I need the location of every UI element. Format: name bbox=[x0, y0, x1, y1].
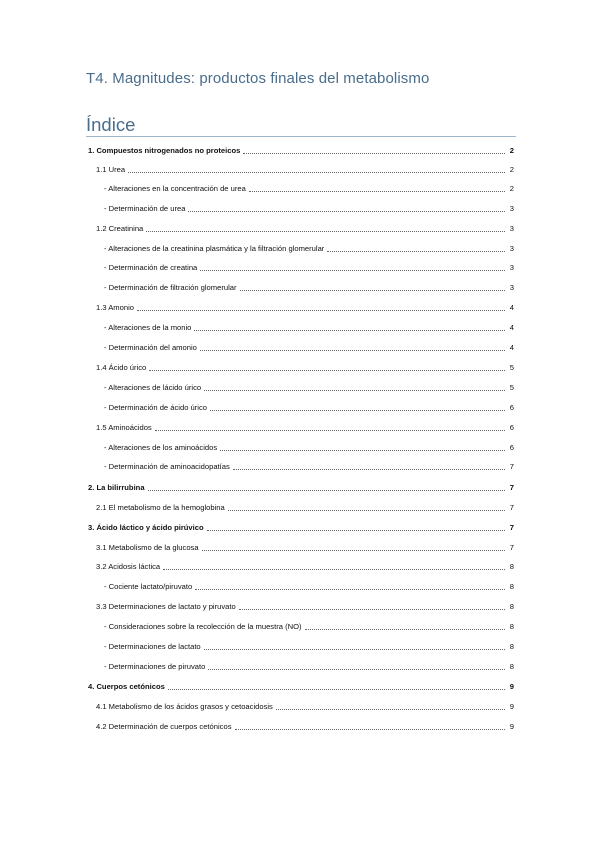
toc-entry-label: - Consideraciones sobre la recolección de la muestra (NO) bbox=[104, 622, 302, 631]
toc-page-number: 4 bbox=[509, 323, 514, 332]
toc-dot-leader bbox=[207, 530, 505, 531]
toc-entry[interactable] bbox=[104, 442, 514, 454]
toc-entry-label: 2. La bilirrubina bbox=[88, 483, 145, 492]
toc-dot-leader bbox=[146, 231, 505, 232]
toc-page-number: 5 bbox=[509, 363, 514, 372]
toc-dot-leader bbox=[204, 649, 505, 650]
toc-page-number: 3 bbox=[509, 204, 514, 213]
toc-entry[interactable] bbox=[96, 561, 514, 573]
toc-dot-leader bbox=[163, 569, 505, 570]
toc-dot-leader bbox=[208, 669, 505, 670]
toc-entry[interactable] bbox=[104, 382, 514, 394]
toc-entry[interactable] bbox=[96, 701, 514, 713]
toc-entry[interactable] bbox=[104, 342, 514, 354]
toc-page-number: 9 bbox=[509, 702, 514, 711]
toc-dot-leader bbox=[155, 430, 505, 431]
toc-page-number: 3 bbox=[509, 224, 514, 233]
toc-entry[interactable] bbox=[104, 621, 514, 633]
toc-entry-label: 1. Compuestos nitrogenados no proteicos bbox=[88, 146, 241, 155]
toc-dot-leader bbox=[200, 270, 505, 271]
toc-dot-leader bbox=[220, 450, 505, 451]
toc-entry-label: - Determinación de aminoacidopatías bbox=[104, 462, 230, 471]
toc-dot-leader bbox=[188, 211, 505, 212]
toc-entry[interactable] bbox=[104, 183, 514, 195]
toc-dot-leader bbox=[233, 469, 505, 470]
toc-page-number: 8 bbox=[509, 642, 514, 651]
toc-entry[interactable] bbox=[96, 502, 514, 514]
toc-entry[interactable] bbox=[96, 302, 514, 314]
toc-entry-label: - Determinación de filtración glomerular bbox=[104, 283, 237, 292]
toc-dot-leader bbox=[228, 510, 505, 511]
toc-entry-label: 2.1 El metabolismo de la hemoglobina bbox=[96, 503, 225, 512]
toc-entry[interactable] bbox=[88, 681, 514, 693]
toc-entry-label: 3. Ácido láctico y ácido pirúvico bbox=[88, 523, 204, 532]
toc-entry[interactable] bbox=[104, 243, 514, 255]
toc-entry-label: 1.2 Creatinina bbox=[96, 224, 144, 233]
toc-page-number: 7 bbox=[509, 462, 514, 471]
toc-dot-leader bbox=[128, 172, 505, 173]
toc-entry-label: 4.2 Determinación de cuerpos cetónicos bbox=[96, 722, 232, 731]
toc-entry[interactable] bbox=[96, 164, 514, 176]
index-heading: Índice bbox=[86, 114, 136, 135]
toc-dot-leader bbox=[327, 251, 505, 252]
toc-entry-label: - Alteraciones de la creatinina plasmática y la filtración glomerular bbox=[104, 244, 325, 253]
toc-entry[interactable] bbox=[88, 522, 514, 534]
toc-entry-label: 3.1 Metabolismo de la glucosa bbox=[96, 543, 199, 552]
toc-entry[interactable] bbox=[104, 461, 514, 473]
document-title: T4. Magnitudes: productos finales del metabolismo bbox=[86, 70, 430, 87]
toc-page-number: 8 bbox=[509, 662, 514, 671]
toc-entry[interactable] bbox=[96, 223, 514, 235]
toc-dot-leader bbox=[195, 589, 505, 590]
toc-dot-leader bbox=[276, 709, 505, 710]
toc-entry-label: 4.1 Metabolismo de los ácidos grasos y cetoacidosis bbox=[96, 702, 273, 711]
toc-entry-label: - Determinación de creatina bbox=[104, 263, 198, 272]
toc-entry-label: - Alteraciones de lácido úrico bbox=[104, 383, 202, 392]
toc-entry-label: 3.2 Acidosis láctica bbox=[96, 562, 161, 571]
toc-page-number: 5 bbox=[509, 383, 514, 392]
toc-entry-label: - Determinaciones de lactato bbox=[104, 642, 201, 651]
toc-page-number: 8 bbox=[509, 562, 514, 571]
toc-entry[interactable] bbox=[96, 422, 514, 434]
toc-entry-label: 4. Cuerpos cetónicos bbox=[88, 682, 165, 691]
toc-page-number: 3 bbox=[509, 263, 514, 272]
toc-dot-leader bbox=[204, 390, 505, 391]
toc-page-number: 7 bbox=[509, 523, 514, 532]
toc-dot-leader bbox=[200, 350, 505, 351]
toc-entry[interactable] bbox=[104, 641, 514, 653]
toc-page-number: 3 bbox=[509, 244, 514, 253]
toc-dot-leader bbox=[249, 191, 505, 192]
toc-entry[interactable] bbox=[104, 661, 514, 673]
toc-entry-label: 1.3 Amonio bbox=[96, 303, 134, 312]
toc-dot-leader bbox=[149, 370, 505, 371]
toc-page-number: 9 bbox=[509, 682, 514, 691]
toc-entry[interactable] bbox=[104, 203, 514, 215]
toc-dot-leader bbox=[148, 490, 505, 491]
toc-page-number: 4 bbox=[509, 343, 514, 352]
toc-entry[interactable] bbox=[96, 362, 514, 374]
toc-dot-leader bbox=[137, 310, 505, 311]
toc-entry-label: - Determinaciones de piruvato bbox=[104, 662, 206, 671]
toc-dot-leader bbox=[239, 609, 505, 610]
toc-entry-label: - Alteraciones de la monio bbox=[104, 323, 192, 332]
toc-page-number: 8 bbox=[509, 602, 514, 611]
toc-entry[interactable] bbox=[88, 145, 514, 157]
toc-entry[interactable] bbox=[96, 601, 514, 613]
toc-entry-label: - Alteraciones de los aminoácidos bbox=[104, 443, 218, 452]
toc-entry-label: 1.4 Ácido úrico bbox=[96, 363, 147, 372]
toc-entry-label: - Cociente lactato/piruvato bbox=[104, 582, 193, 591]
toc-entry[interactable] bbox=[96, 542, 514, 554]
toc-entry[interactable] bbox=[104, 402, 514, 414]
toc-entry[interactable] bbox=[104, 322, 514, 334]
toc-dot-leader bbox=[305, 629, 505, 630]
toc-entry-label: 1.1 Urea bbox=[96, 165, 126, 174]
toc-entry-label: - Determinación de urea bbox=[104, 204, 186, 213]
toc-page-number: 7 bbox=[509, 543, 514, 552]
toc-dot-leader bbox=[210, 410, 505, 411]
toc-page-number: 2 bbox=[509, 184, 514, 193]
toc-entry[interactable] bbox=[88, 482, 514, 494]
toc-page-number: 6 bbox=[509, 443, 514, 452]
toc-dot-leader bbox=[168, 689, 505, 690]
toc-page-number: 7 bbox=[509, 503, 514, 512]
toc-entry[interactable] bbox=[104, 262, 514, 274]
toc-page-number: 3 bbox=[509, 283, 514, 292]
toc-page-number: 8 bbox=[509, 582, 514, 591]
toc-entry[interactable] bbox=[96, 721, 514, 733]
toc-entry[interactable] bbox=[104, 282, 514, 294]
toc-entry-label: - Determinación de ácido úrico bbox=[104, 403, 207, 412]
toc-page-number: 2 bbox=[509, 146, 514, 155]
toc-dot-leader bbox=[235, 729, 506, 730]
toc-page-number: 8 bbox=[509, 622, 514, 631]
toc-entry-label: - Alteraciones en la concentración de urea bbox=[104, 184, 246, 193]
toc-entry-label: - Determinación del amonio bbox=[104, 343, 197, 352]
toc-page-number: 2 bbox=[509, 165, 514, 174]
toc-dot-leader bbox=[240, 290, 505, 291]
toc-page-number: 4 bbox=[509, 303, 514, 312]
toc-entry-label: 3.3 Determinaciones de lactato y piruvato bbox=[96, 602, 236, 611]
toc-page-number: 9 bbox=[509, 722, 514, 731]
toc-entry-label: 1.5 Aminoácidos bbox=[96, 423, 152, 432]
toc-page-number: 6 bbox=[509, 403, 514, 412]
toc-dot-leader bbox=[202, 550, 505, 551]
toc-dot-leader bbox=[243, 153, 505, 154]
toc-page-number: 6 bbox=[509, 423, 514, 432]
toc-page-number: 7 bbox=[509, 483, 514, 492]
toc-dot-leader bbox=[194, 330, 505, 331]
toc-entry[interactable] bbox=[104, 581, 514, 593]
